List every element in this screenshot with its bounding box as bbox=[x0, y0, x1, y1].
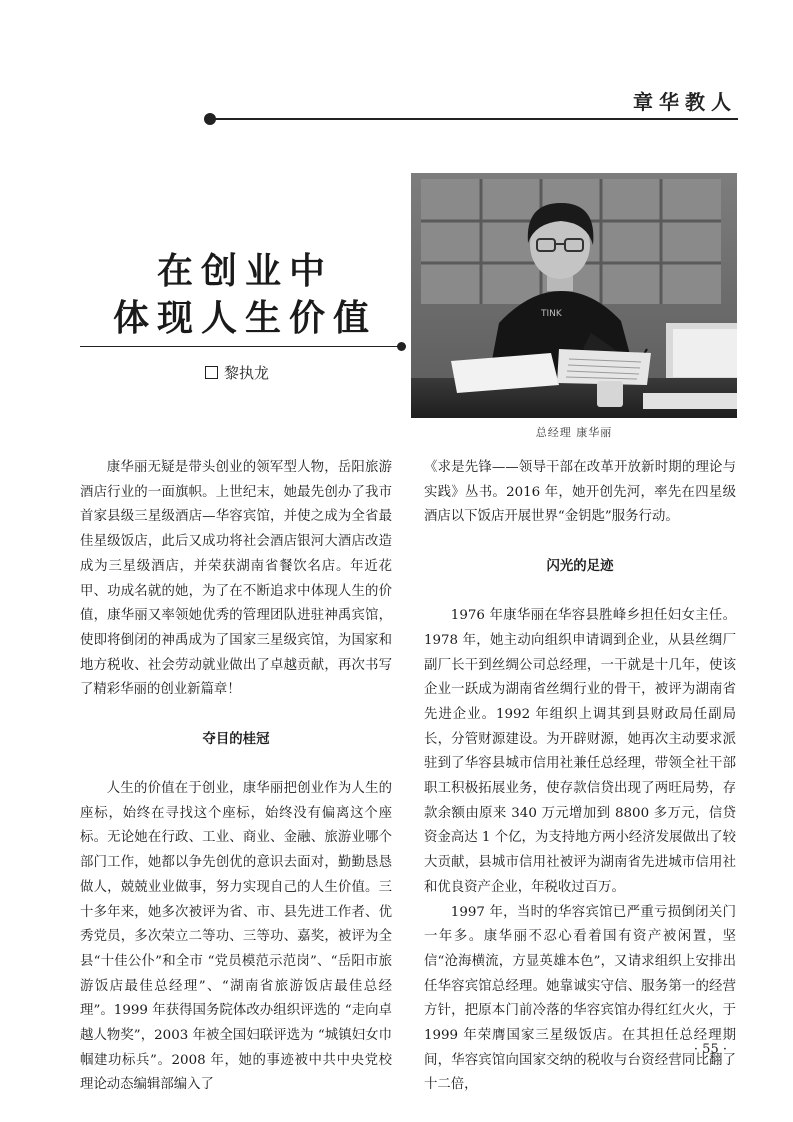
section2-paragraph-2: 1997 年，当时的华容宾馆已严重亏损倒闭关门一年多。康华丽不忍心看着国有资产被闲置，坚信“沧海横流，方显英雄本色”，又请求组织上安排出任华容宾馆总经理。她靠诚实守信、服务第一的经营方针，把原本门前冷落的华容宾馆办得红红火火，于 1999 年荣膺国家三星级饭店。在其担任总经理期间，华容宾馆向国家交纳的税收与台资经营同比翻了十二倍， bbox=[424, 904, 736, 1093]
article-title-line-2: 体现人生价值 bbox=[112, 298, 377, 339]
section1-paragraph-1-continued: 《求是先锋——领导干部在改革开放新时期的理论与实践》丛书。2016 年，她开创先河，率先在四星级酒店以下饭店开展世界“金钥匙”服务行动。 bbox=[424, 460, 736, 525]
text-column-left bbox=[80, 456, 392, 1098]
section-heading-2: 闪光的足迹 bbox=[546, 559, 614, 575]
photo-caption: 总经理 康华丽 bbox=[535, 426, 613, 439]
section-heading-1: 夺目的桂冠 bbox=[202, 732, 270, 748]
byline bbox=[205, 362, 269, 383]
article-title-line-1: 在创业中 bbox=[156, 251, 333, 292]
text-column-right bbox=[424, 456, 736, 1098]
page-number: · 55 · bbox=[693, 1042, 727, 1057]
author-name: 黎执龙 bbox=[224, 364, 270, 382]
byline-box-icon bbox=[205, 366, 218, 379]
header-rule bbox=[210, 118, 738, 120]
title-rule-dot bbox=[397, 342, 406, 351]
section-label: 章华教人 bbox=[633, 90, 737, 114]
intro-paragraph: 康华丽无疑是带头创业的领军型人物，岳阳旅游酒店行业的一面旗帜。上世纪末，她最先创办了我市首家县级三星级酒店—华容宾馆，并使之成为全省最佳星级饭店，此后又成功将社会酒店银河大酒店改造成为三星级酒店，并荣获湖南省餐饮名店。年近花甲、功成名就的她，为了在不断追求中体现人生的价值，康华丽又率领她优秀的管理团队进驻神禹宾馆，使即将倒闭的神禹成为了国家三星级宾馆，为国家和地方税收、社会劳动就业做出了卓越贡献，再次书写了精彩华丽的创业新篇章！ bbox=[80, 460, 392, 698]
title-rule bbox=[80, 346, 400, 347]
photo-illustration bbox=[411, 173, 737, 418]
article-photo bbox=[411, 173, 737, 418]
section1-paragraph-1: 人生的价值在于创业，康华丽把创业作为人生的座标，始终在寻找这个座标，始终没有偏离这个座标。无论她在行政、工业、商业、金融、旅游业哪个部门工作，她都以争先创优的意识去面对，勤勤恳恳做人，兢兢业业做事，努力实现自己的人生价值。三十多年来，她多次被评为省、市、县先进工作者、优秀党员，多次荣立二等功、三等功、嘉奖，被评为全县“十佳公仆”和全市 “党员模范示范岗”、“岳阳市旅游饭店最佳总经理”、“湖南省旅游饭店最佳总经理”。1999 年获得国务院体改办组织评选的 “走向卓越人物奖”，2003 年被全国妇联评选为 “城镇妇女巾帼建功标兵”。2008 年，她的事迹被中共中央党校理论动态编辑部编入了 bbox=[80, 781, 392, 1093]
svg-text:TINK: TINK bbox=[541, 309, 562, 319]
section2-paragraph-1: 1976 年康华丽在华容县胜峰乡担任妇女主任。1978 年，她主动向组织申请调到企业，从县丝绸厂副厂长干到丝绸公司总经理，一干就是十几年，使该企业一跃成为湖南省丝绸行业的骨干，被评为湖南省先进企业。1992 年组织上调其到县财政局任副局长，分管财源建设。为开辟财源，她再次主动要求派驻到了华容县城市信用社兼任总经理，带领全社干部职工积极拓展业务，使存款信贷出现了两旺局势，存款余额由原来 340 万元增加到 8800 多万元，信贷资金高达 1 个亿，为支持地方两小经济发展做出了较大贡献，县城市信用社被评为湖南省先进城市信用社和优良资产企业，年税收过百万。 bbox=[424, 608, 736, 895]
